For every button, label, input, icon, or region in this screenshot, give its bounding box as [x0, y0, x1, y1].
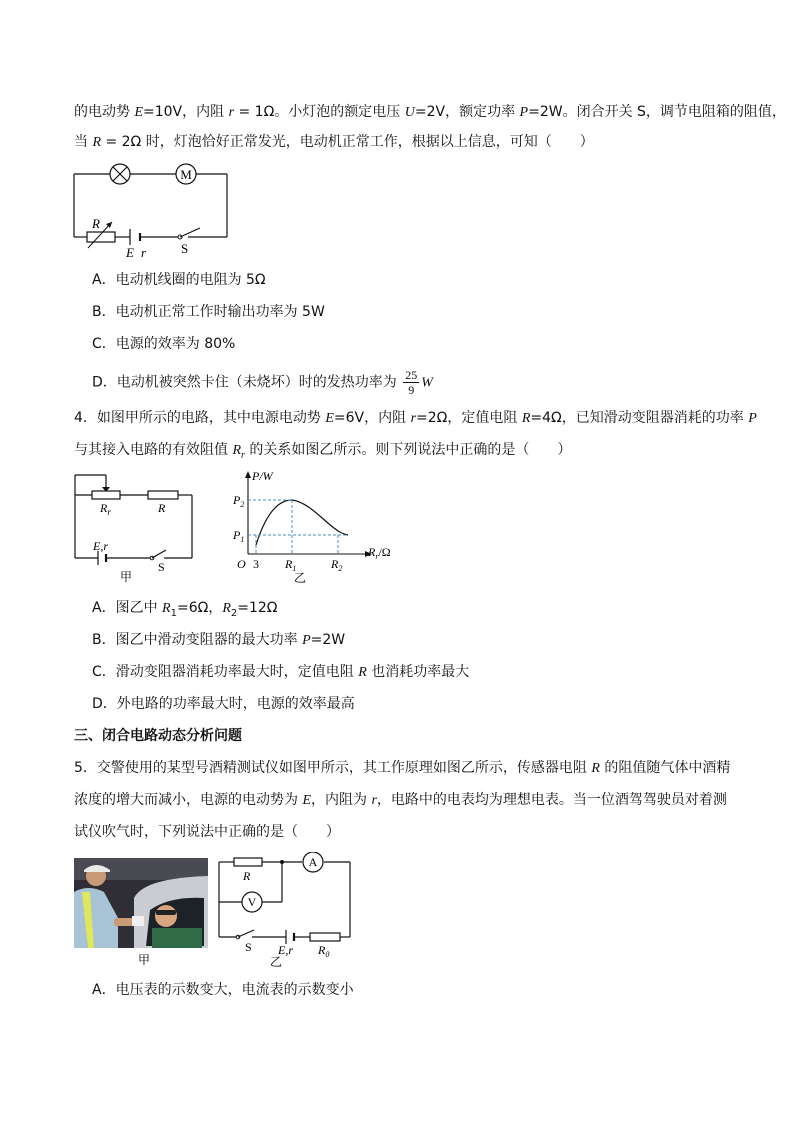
q5-circuit-yi [214, 852, 356, 968]
text-run: =12Ω [237, 600, 278, 616]
text-run: ，内阻为 [311, 792, 372, 808]
label-Rr: $R_r$ [100, 501, 111, 517]
q4-option-c [92, 662, 469, 683]
text-run: 的关系如图乙所示。则下列说法中正确的是（ ） [244, 442, 572, 458]
symbol-r: r [228, 105, 235, 120]
voltmeter-symbol [242, 892, 262, 912]
q3-text-line-1 [74, 102, 786, 123]
symbol-r: r [410, 411, 417, 426]
tick-R1: $R_1$ [285, 557, 297, 573]
label-P2: $P_2$ [233, 493, 245, 509]
resistor-R-symbol [148, 491, 178, 499]
fraction-denominator: 9 [408, 383, 415, 397]
sensor-resistor-R [234, 858, 262, 866]
fraction-numerator: 25 [405, 368, 418, 382]
symbol-E: E [134, 105, 144, 120]
q5-text-line-1 [74, 758, 730, 779]
resistor-R0-symbol [310, 933, 340, 941]
junction-dot [280, 860, 284, 864]
q5-option-a: A．电压表的示数变大，电流表的示数变小 [92, 982, 354, 998]
caption-jia: 甲 [138, 953, 151, 967]
y-axis-label: P/W [252, 469, 273, 483]
text-run: B．图乙中滑动变阻器的最大功率 [92, 632, 303, 648]
battery-symbol [98, 551, 106, 565]
symbol-P: P [748, 411, 757, 426]
q3-text-line-2 [74, 132, 594, 153]
text-run: =10V，内阻 [143, 104, 229, 120]
switch-S [236, 930, 254, 939]
label-P1: $P_1$ [233, 528, 245, 544]
label-S: S [181, 241, 189, 256]
text-run: =2Ω，定值电阻 [416, 410, 522, 426]
q4-text-line-2 [74, 440, 571, 466]
q3-circuit-diagram [70, 160, 235, 260]
text-run: =2W。闭合开关 S，调节电阻箱的阻值， [528, 104, 786, 120]
q4-graph-yi [228, 468, 410, 586]
ammeter-symbol [303, 852, 323, 872]
text-run: =6V，内阻 [333, 410, 411, 426]
symbol-P: P [302, 633, 311, 648]
text-run: 5．交警使用的某型号酒精测试仪如图甲所示，其工作原理如图乙所示，传感器电阻 [74, 760, 592, 776]
label-r: r [141, 245, 147, 260]
text-run: = 2Ω 时，灯泡恰好正常发光，电动机正常工作，根据以上信息，可知（ ） [101, 134, 594, 150]
battery-symbol [286, 930, 294, 944]
q5-text-line-3: 试仪吹气时，下列说法中正确的是（ ） [74, 824, 340, 840]
subscript: r [241, 449, 245, 461]
section-heading: 三、闭合电路动态分析问题 [74, 728, 242, 744]
text-run: A．图乙中 [92, 600, 163, 616]
caption-jia: 甲 [120, 570, 133, 584]
switch-S [150, 550, 166, 560]
q4-text-line-1 [74, 408, 757, 429]
text-run: 的阻值随气体中酒精 [599, 760, 731, 776]
q3-option-c: C．电源的效率为 80% [92, 336, 236, 352]
q4-option-b [92, 630, 345, 651]
tick-R2: $R_2$ [331, 557, 343, 573]
text-run: 4．如图甲所示的电路，其中电源电动势 [74, 410, 326, 426]
origin-label: O [237, 557, 246, 571]
text-run: 也消耗功率最大 [366, 664, 470, 680]
q3-option-a: A．电动机线圈的电阻为 5Ω [92, 272, 266, 288]
text-run: =4Ω，已知滑动变阻器消耗的功率 [530, 410, 749, 426]
fraction-25-9 [403, 368, 419, 397]
text-run: = 1Ω。小灯泡的额定电压 [234, 104, 405, 120]
symbol-R: R [591, 761, 600, 776]
unit-W: W [421, 375, 433, 391]
label-Er: E,r [278, 943, 293, 957]
subscript: 2 [230, 607, 238, 619]
label-Er: E,r [93, 539, 108, 553]
subscript: 1 [170, 607, 177, 619]
q3-option-b: B．电动机正常工作时输出功率为 5W [92, 304, 325, 320]
text-run: 的电动势 [74, 104, 135, 120]
symbol-U: U [404, 105, 415, 120]
label-R: R [92, 216, 100, 231]
label-R: R [158, 501, 166, 515]
text-run: ，电路中的电表均为理想电表。当一位酒驾驾驶员对着测 [376, 792, 727, 808]
axes [248, 474, 368, 554]
lamp-symbol [110, 164, 130, 184]
text-run: =2V，额定功率 [414, 104, 520, 120]
symbol-R: R [521, 411, 531, 426]
symbol-R: R [92, 135, 102, 150]
symbol-E: E [325, 411, 334, 426]
y-axis-arrow [245, 471, 251, 478]
q4-option-a [92, 598, 278, 624]
label-R0: $R_0$ [318, 943, 330, 959]
symbol-R: R [222, 601, 231, 616]
q5-text-line-2 [74, 790, 727, 811]
rheostat-symbol [92, 491, 120, 499]
q5-photo-breathalyzer [74, 858, 210, 968]
caption-yi: 乙 [294, 571, 307, 585]
label-E: E [126, 245, 134, 260]
symbol-r: r [371, 793, 377, 808]
q3-option-d [92, 368, 433, 397]
text-run: 浓度的增大而减小，电源的电动势为 [74, 792, 303, 808]
text-run: 与其接入电路的有效阻值 [74, 442, 233, 458]
motor-label: M [180, 167, 192, 182]
text-run: C．滑动变阻器消耗功率最大时，定值电阻 [92, 664, 359, 680]
text-run: D．电动机被突然卡住（未烧坏）时的发热功率为 [92, 374, 402, 391]
symbol-E: E [302, 793, 312, 808]
symbol-R: R [358, 665, 367, 680]
voltmeter-label: V [247, 895, 257, 909]
text-run: 当 [74, 134, 93, 150]
q4-option-d: D．外电路的功率最大时，电源的效率最高 [92, 696, 355, 712]
q4-circuit-jia [70, 470, 210, 585]
x-axis-label: $R_r/\Omega$ [368, 545, 391, 561]
text-run: =2W [310, 632, 346, 648]
symbol-R: R [162, 601, 171, 616]
tick-3: 3 [253, 557, 259, 571]
symbol-R: R [232, 443, 242, 458]
label-S: S [158, 560, 165, 574]
motor-symbol [176, 164, 196, 184]
symbol-P: P [519, 105, 529, 120]
label-S: S [245, 940, 252, 954]
battery-symbol [130, 229, 140, 245]
text-run: =6Ω， [176, 600, 223, 616]
power-curve [256, 500, 348, 545]
label-R: R [243, 869, 251, 883]
ammeter-label: A [308, 855, 318, 869]
caption-yi: 乙 [270, 955, 283, 968]
